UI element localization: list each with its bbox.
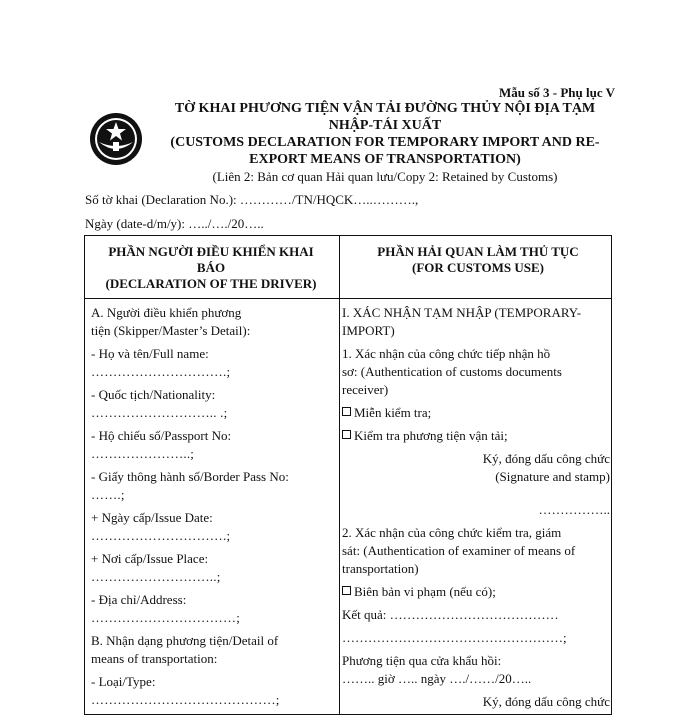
address-field[interactable]: ……………………………; — [91, 610, 241, 625]
result-dots[interactable]: ……………………………………………; — [342, 630, 567, 645]
driver-header-line2: BÁO — [196, 260, 226, 275]
receiver-auth-3: receiver) — [342, 382, 389, 397]
customs-section-header — [347, 244, 609, 276]
vehicle-title-2: means of transportation: — [91, 651, 218, 666]
passport-field[interactable]: …………………..; — [91, 446, 195, 461]
nationality-field[interactable]: ……………………….. .; — [91, 405, 228, 420]
driver-section-header — [89, 244, 333, 292]
issue-place-field[interactable]: ………………………..; — [91, 569, 221, 584]
title-block — [150, 100, 620, 185]
address-label: - Địa chỉ/Address: — [91, 592, 187, 607]
signature1-dots[interactable]: …………….. — [538, 502, 610, 517]
border-pass-field[interactable]: …….; — [91, 487, 125, 502]
full-name-label: - Họ và tên/Full name: — [91, 346, 209, 361]
header-divider — [85, 298, 611, 299]
border-crossing-time[interactable]: …….. giờ ….. ngày …./……/20….. — [342, 671, 532, 686]
title-vi-line1: TỜ KHAI PHƯƠNG TIỆN VẬN TẢI ĐƯỜNG THỦY NỘI ĐỊA TẠM — [174, 101, 596, 116]
receiver-auth-2: sơ: (Authentication of customs documents — [342, 364, 562, 379]
inspect-checkbox[interactable] — [342, 430, 351, 439]
issue-place-label: + Nơi cấp/Issue Place: — [91, 551, 209, 566]
violation-checkbox[interactable] — [342, 586, 351, 595]
title-vi-line2: NHẬP-TÁI XUẤT — [328, 118, 442, 133]
vehicle-title-1: B. Nhận dạng phương tiện/Detail of — [91, 633, 279, 648]
copy-note: (Liên 2: Bản cơ quan Hải quan lưu/Copy 2: Retained by Customs) — [212, 169, 558, 184]
examiner-auth-1: 2. Xác nhận của công chức kiểm tra, giám — [342, 525, 562, 540]
title-en-line2: EXPORT MEANS OF TRANSPORTATION) — [249, 152, 521, 167]
exempt-checkbox[interactable] — [342, 407, 351, 416]
column-divider — [339, 236, 340, 714]
exempt-check-label: Miễn kiểm tra; — [354, 405, 432, 420]
temporary-import-title-1: I. XÁC NHẬN TẠM NHẬP (TEMPORARY- — [342, 305, 582, 320]
vehicle-type-field[interactable]: ……………………………………; — [91, 692, 280, 707]
vehicle-type-label: - Loại/Type: — [91, 674, 156, 689]
full-name-field[interactable]: ………………………….; — [91, 364, 231, 379]
title-en-line1: (CUSTOMS DECLARATION FOR TEMPORARY IMPORT AND RE- — [170, 135, 600, 150]
signature2-vi: Ký, đóng dấu công chức — [482, 694, 610, 709]
driver-header-line3: (DECLARATION OF THE DRIVER) — [105, 276, 317, 291]
customs-emblem-icon — [89, 112, 143, 166]
issue-date-field[interactable]: ………………………….; — [91, 528, 231, 543]
result-field[interactable]: Kết quả: ………………………………… — [342, 607, 559, 622]
violation-check-row — [342, 583, 610, 600]
skipper-title-2: tiện (Skipper/Master’s Detail): — [91, 323, 251, 338]
border-pass-label: - Giấy thông hành số/Border Pass No: — [91, 469, 289, 484]
signature1-vi: Ký, đóng dấu công chức — [482, 451, 610, 466]
declaration-number: Số tờ khai (Declaration No.): …………/TN/HQCK…..………., — [85, 192, 419, 207]
examiner-auth-2: sát: (Authentication of examiner of means of — [342, 543, 576, 558]
passport-label: - Hộ chiếu số/Passport No: — [91, 428, 232, 443]
inspect-check-label: Kiểm tra phương tiện vận tải; — [354, 428, 508, 443]
driver-column — [91, 304, 335, 714]
signature1-en: (Signature and stamp) — [495, 469, 610, 484]
form-number: Mẫu số 3 - Phụ lục V — [498, 85, 615, 100]
customs-header-line1: PHẦN HẢI QUAN LÀM THỦ TỤC — [377, 244, 579, 259]
violation-check-label: Biên bản vi phạm (nếu có); — [354, 584, 496, 599]
border-crossing-label: Phương tiện qua cửa khẩu hồi: — [342, 653, 502, 668]
declaration-table — [84, 235, 612, 715]
skipper-title-1: A. Người điều khiển phương — [91, 305, 242, 320]
temporary-import-title-2: IMPORT) — [342, 323, 395, 338]
nationality-label: - Quốc tịch/Nationality: — [91, 387, 216, 402]
exempt-check-row — [342, 404, 610, 421]
declaration-date: Ngày (date-d/m/y): …../…./20….. — [85, 216, 264, 231]
driver-header-line1: PHẦN NGƯỜI ĐIỀU KHIỂN KHAI — [108, 244, 314, 259]
receiver-auth-1: 1. Xác nhận của công chức tiếp nhận hồ — [342, 346, 551, 361]
issue-date-label: + Ngày cấp/Issue Date: — [91, 510, 213, 525]
examiner-auth-3: transportation) — [342, 561, 419, 576]
inspect-check-row — [342, 427, 610, 444]
customs-column — [342, 304, 610, 716]
customs-header-line2: (FOR CUSTOMS USE) — [412, 260, 544, 275]
